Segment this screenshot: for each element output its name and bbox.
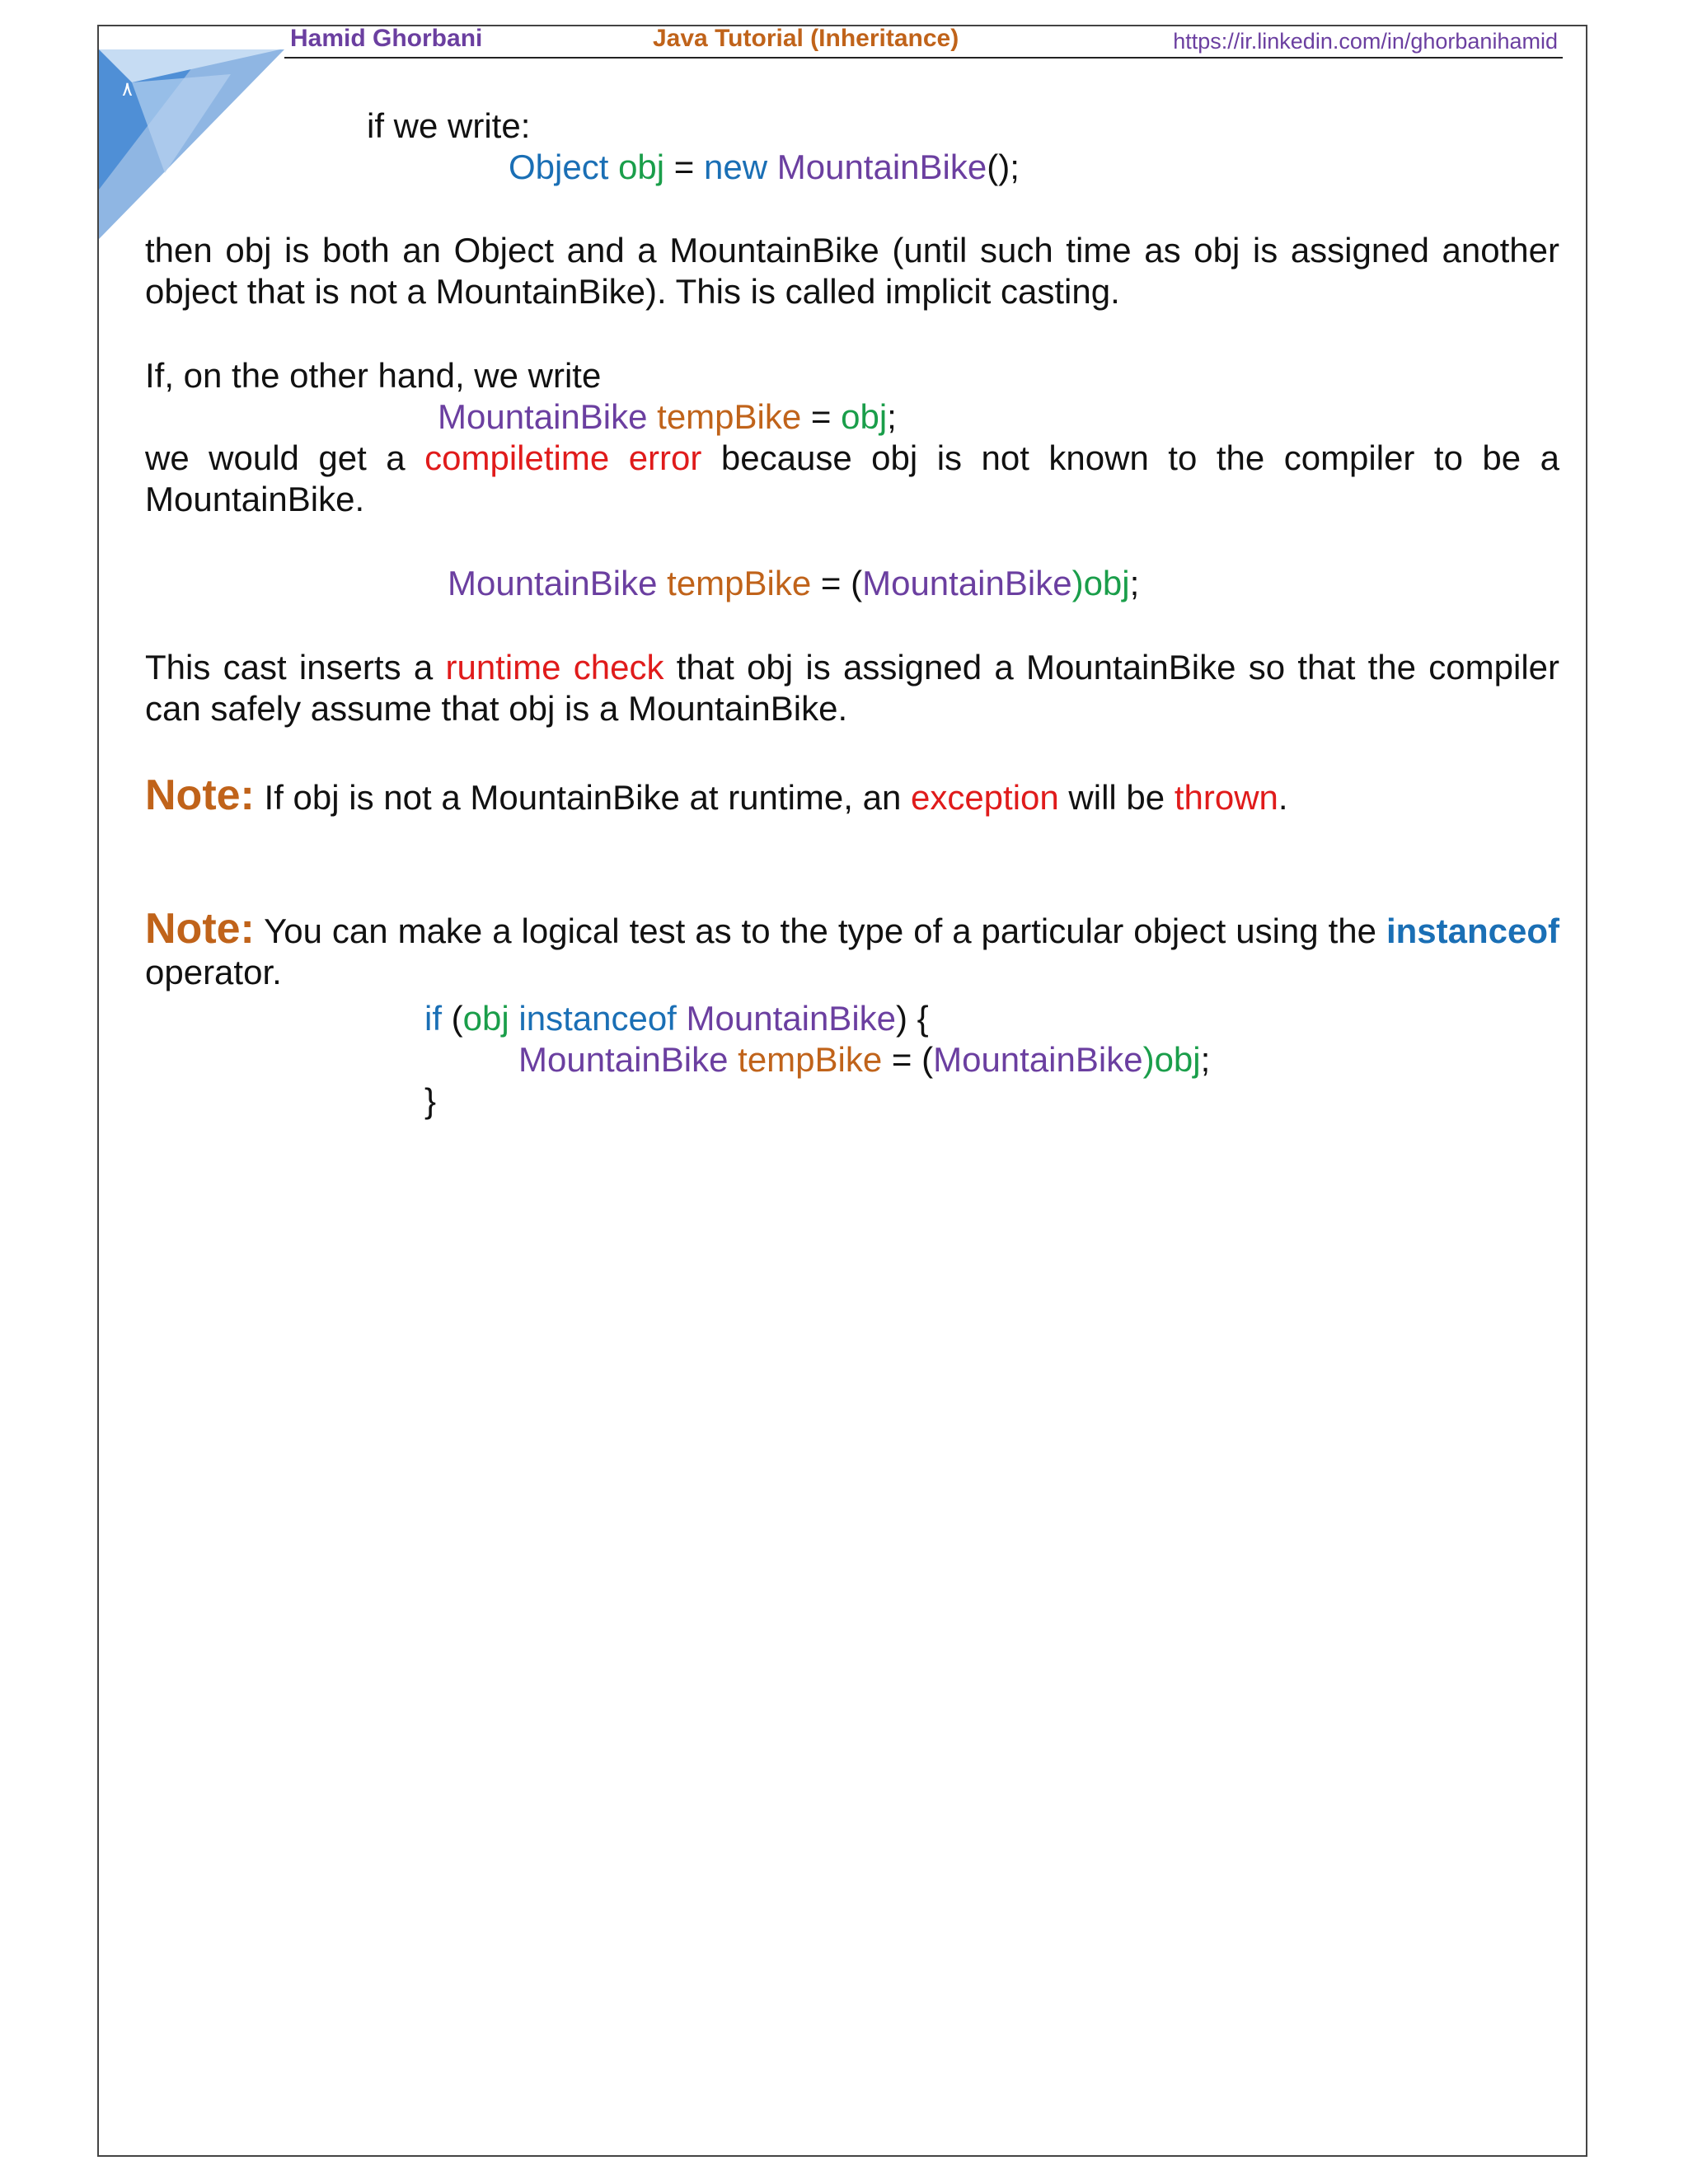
note-instanceof	[145, 905, 1559, 993]
paragraph-implicit-casting: then obj is both an Object and a MountainBike (until such time as obj is assigned another object that is not a MountainBike). This is called implicit casting.	[145, 231, 1559, 311]
code-cast: MountainBike	[933, 1040, 1143, 1079]
code-var: tempBike	[647, 397, 802, 436]
code-op: = (	[811, 564, 863, 602]
header-rule	[284, 57, 1563, 59]
code-if: if	[424, 999, 442, 1038]
code-obj: obj	[462, 999, 509, 1038]
note-label: Note:	[145, 771, 255, 819]
paragraph-intro-2: If, on the other hand, we write	[145, 356, 602, 395]
note-label: Note:	[145, 905, 255, 953]
code-op: =	[664, 148, 704, 186]
highlight-compiletime-error: compiletime error	[424, 438, 702, 477]
code-op: =	[801, 397, 842, 436]
highlight-runtime-check: runtime check	[445, 648, 664, 687]
code-op: (	[442, 999, 463, 1038]
code-var: tempBike	[728, 1040, 883, 1079]
page-number: ٨	[122, 78, 133, 101]
code-close: )	[1142, 1040, 1155, 1079]
code-obj: obj	[1154, 1040, 1201, 1079]
code-line-3	[448, 563, 1139, 604]
code-line-1	[509, 147, 1020, 188]
keyword-instanceof: instanceof	[1386, 912, 1559, 950]
code-op: ) {	[896, 999, 929, 1038]
page-frame	[97, 25, 1587, 2157]
code-class: MountainBike	[448, 564, 658, 602]
code-line-6: }	[424, 1081, 437, 1120]
code-instanceof: instanceof	[509, 999, 687, 1038]
text: we would get a	[145, 438, 425, 477]
code-obj: obj	[841, 397, 888, 436]
code-end: ;	[1200, 1040, 1211, 1079]
code-end: ;	[887, 397, 897, 436]
header-author: Hamid Ghorbani	[290, 25, 483, 52]
code-close: )	[1071, 564, 1084, 602]
text: .	[1278, 778, 1288, 817]
intro-text: if we write:	[367, 106, 531, 145]
code-type: Object	[509, 148, 609, 186]
text: will be	[1058, 778, 1175, 817]
code-class: MountainBike	[438, 397, 648, 436]
code-line-5	[518, 1039, 1210, 1080]
header-url[interactable]: https://ir.linkedin.com/in/ghorbanihamid	[1173, 29, 1558, 54]
code-end: ();	[987, 148, 1020, 186]
code-class: MountainBike	[686, 999, 897, 1038]
paragraph-compile-error	[145, 438, 1559, 520]
text: operator.	[145, 953, 282, 991]
paragraph-runtime-check	[145, 647, 1559, 729]
code-line-2	[438, 396, 897, 438]
code-line-4	[424, 998, 929, 1039]
text: that obj is assigned a MountainBike so that the compiler can safely assume that obj is a MountainBike.	[145, 648, 1559, 728]
code-class: MountainBike	[518, 1040, 729, 1079]
highlight-thrown: thrown	[1174, 778, 1278, 817]
code-cast: MountainBike	[862, 564, 1072, 602]
note-exception	[145, 771, 1288, 819]
text: because obj is not known to the compiler to be a MountainBike.	[145, 438, 1559, 518]
highlight-exception: exception	[910, 778, 1059, 817]
code-obj: obj	[1083, 564, 1130, 602]
header-title: Java Tutorial (Inheritance)	[653, 25, 959, 52]
code-end: ;	[1129, 564, 1140, 602]
text: If obj is not a MountainBike at runtime, an	[254, 778, 911, 817]
text: This cast inserts a	[145, 648, 446, 687]
code-var: tempBike	[657, 564, 812, 602]
code-keyword: new	[704, 148, 768, 186]
code-var: obj	[618, 148, 665, 186]
text: You can make a logical test as to the type of a particular object using the	[254, 912, 1386, 950]
code-class: MountainBike	[776, 148, 987, 186]
code-op: = (	[882, 1040, 934, 1079]
